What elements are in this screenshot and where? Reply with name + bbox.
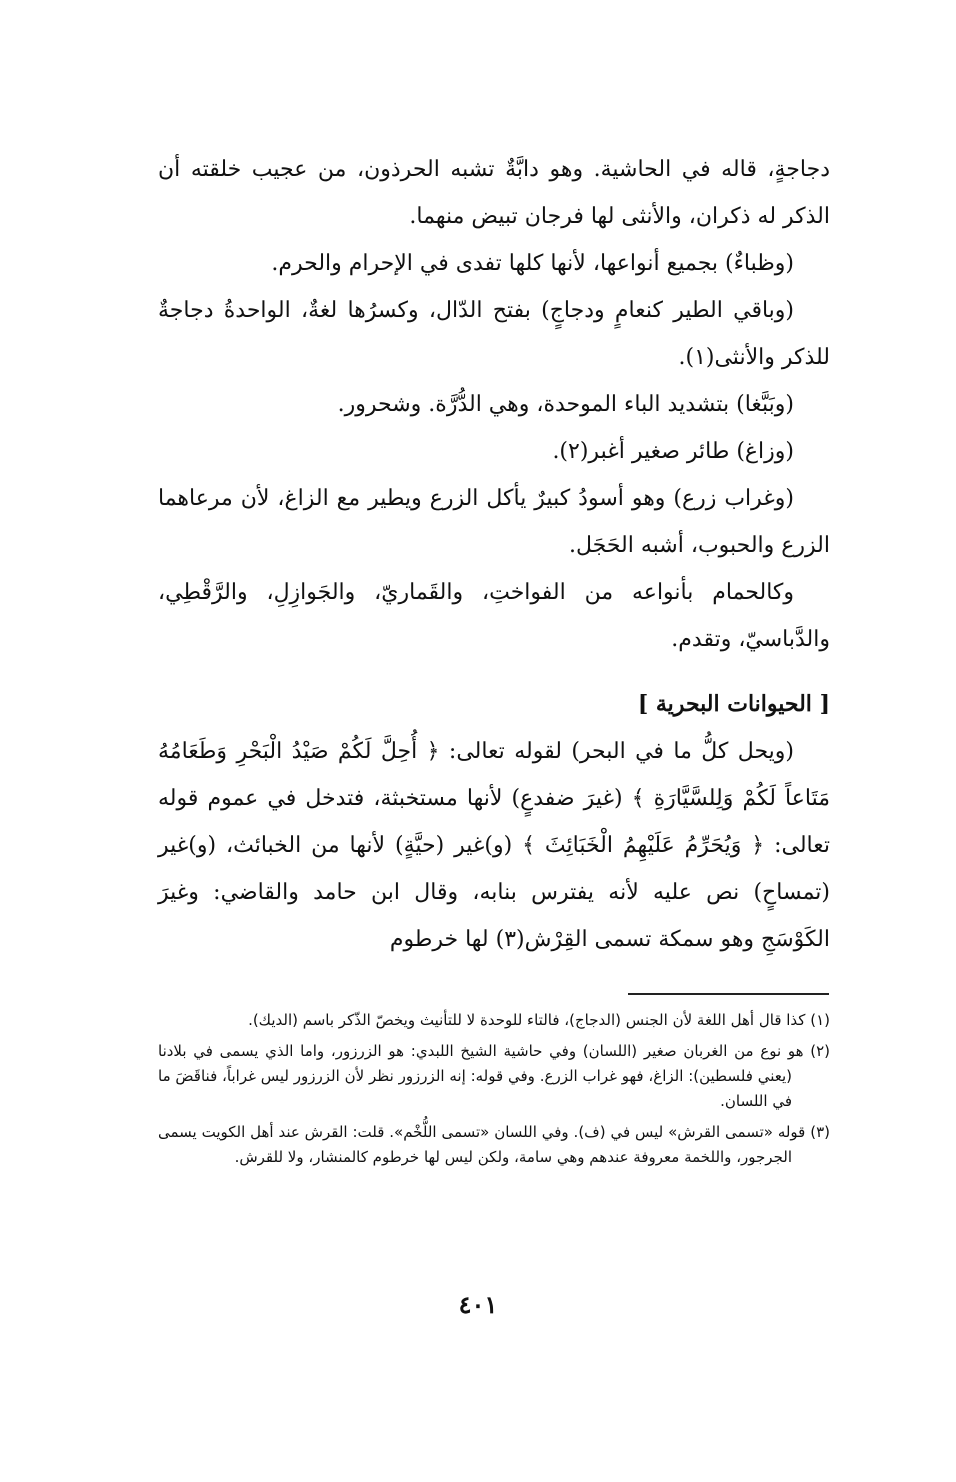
paragraph-parrot: (وبَبَّغا) بتشديد الباء الموحدة، وهي الدُّرَّة. وشحرور. [337, 392, 794, 417]
section-heading: [ الحيوانات البحرية ] [637, 691, 830, 717]
paragraph-other-birds: (وباقي الطير كنعامٍ ودجاجٍ) بفتح الدّال، وكسرُها لغةٌ، الواحدةُ دجاجةٌ للذكر والأنثى(١). [158, 298, 830, 370]
footnote-1: (١) كذا قال أهل اللغة لأن الجنس (الدجاج)، فالتاء للوحدة لا للتأنيث ويخصّ الذّكر باسم (الديك). [248, 1011, 830, 1029]
paragraph-gazelles: (وظباءٌ) بجميع أنواعها، لأنها كلها تفدى في الإحرام والحرم. [271, 251, 794, 276]
paragraph-hardun: دجاجةٍ، قاله في الحاشية. وهو دابَّةٌ تشبه الحرذون، من عجيب خلقته أن الذكر له ذكران، والأنثى لها فرجان تبيض منهما. [158, 157, 830, 229]
paragraph-crow: (وغراب زرع) وهو أسودُ كبيرٌ يأكل الزرع ويطير مع الزاغ، لأن مرعاهما الزرع والحبوب، أشبه الحَجَل. [158, 486, 830, 558]
footnote-3: (٣) قوله «تسمى القرش» ليس في (ف). وفي اللسان «تسمى اللُّخْم». قلت: القرش عند أهل الكويت يسمى الجرجور، واللخمة معروفة عندهم وهي سامة، ولكن ليس لها خرطوم كالمنشار، ولا للقرش. [158, 1123, 830, 1166]
main-text [158, 146, 830, 963]
footnote-separator [628, 993, 829, 995]
footnote-2: (٢) هو نوع من الغربان صغير (اللسان) وفي حاشية الشيخ اللبدي: هو الزرزور، واما الذي يسمى في بلادنا (يعني فلسطين): الزاغ، فهو غراب الزرع. وفي قوله: إنه الزرزور نظر لأن الزرزور ليس غراباً، فناقَضَ ما في اللسان. [158, 1042, 830, 1110]
paragraph-sea-animals: (ويحل كلُّ ما في البحر) لقوله تعالى: ﴿ أُحِلَّ لَكُمْ صَيْدُ الْبَحْرِ وَطَعَامُهُ مَتَاعاً لَكُمْ وَلِلسَّيَّارَةِ ﴾ (غيرَ ضفدعٍ) لأنها مستخبثة، فتدخل في عموم قوله تعالى: ﴿ وَيُحَرِّمُ عَلَيْهِمُ الْخَبَائِثَ ﴾ (و)غير (حيَّةٍ) لأنها من الخبائث، (و)غير (تمساحٍ) نص عليه لأنه يفترس بنابه، وقال ابن حامد والقاضي: وغيرَ الكَوْسَجِ وهو سمكة تسمى القِرْش(٣) لها خرطوم [158, 739, 830, 952]
page-number: ٤٠١ [458, 1290, 498, 1319]
footnotes [158, 1008, 830, 1176]
paragraph-zagh: (وزاغ) طائر صغير أغبر(٢). [552, 439, 794, 464]
paragraph-pigeons: وكالحمام بأنواعه من الفواختِ، والقَماريّ، والجَوازِلِ، والرَّقْطِي، والدَّباسيّ، وتقدم. [158, 580, 830, 652]
